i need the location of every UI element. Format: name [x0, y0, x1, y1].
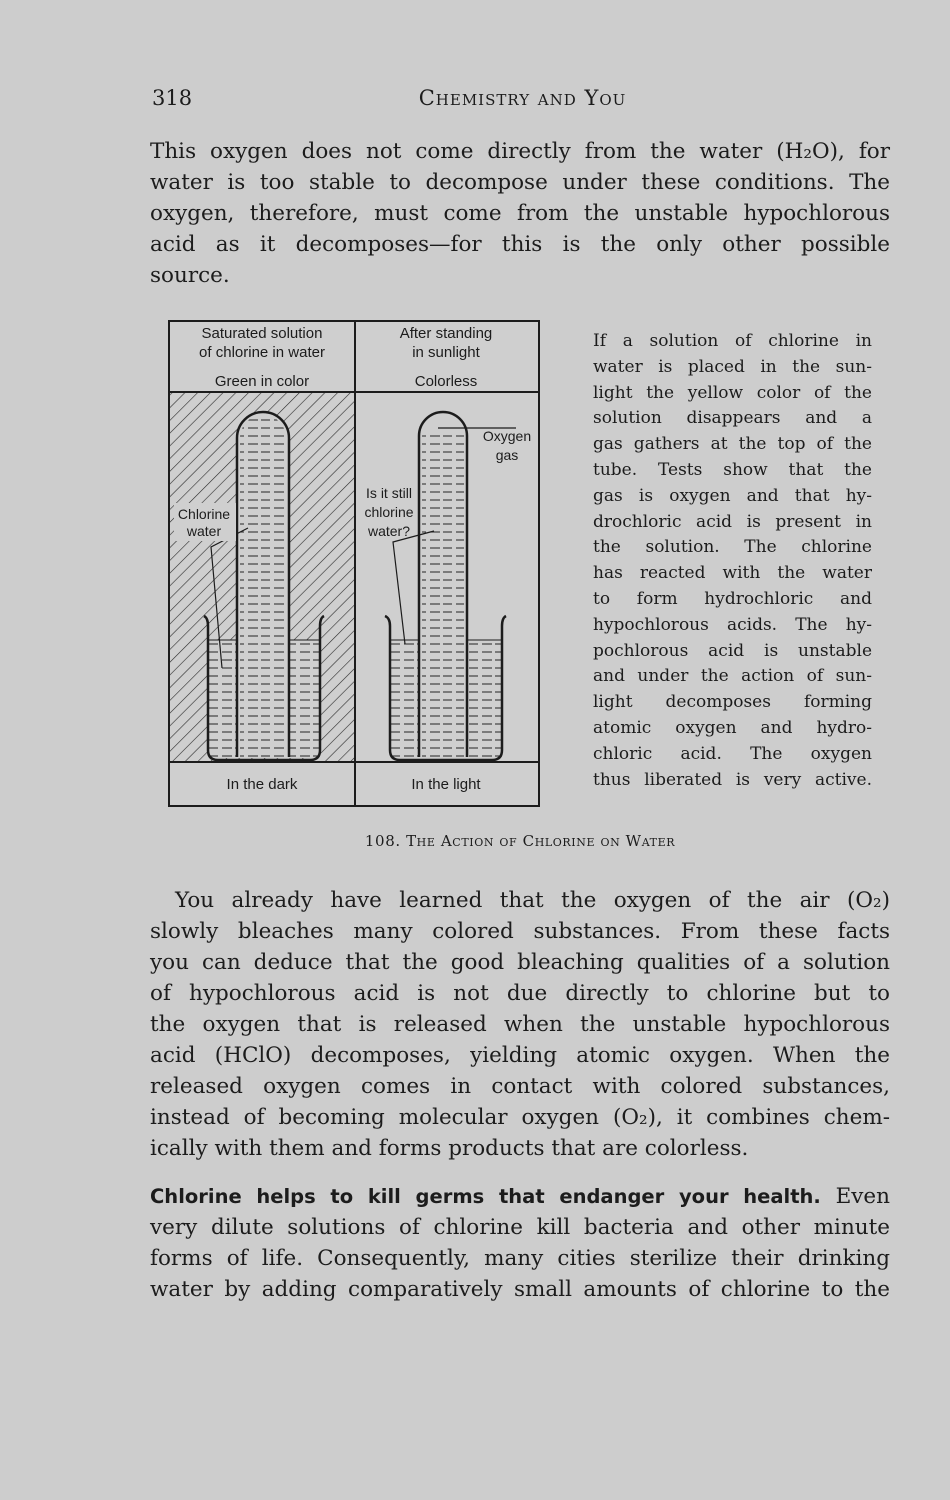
text-line: hypochlorous acids. The hy-	[593, 614, 872, 635]
text-line: of hypochlorous acid is not due directly to chlorine but to	[150, 981, 890, 1006]
text-line: If a solution of chlorine in	[593, 331, 872, 351]
text-line: you can deduce that the good bleaching qualities of a solution	[150, 950, 890, 975]
text-line: atomic oxygen and hydro-	[593, 717, 872, 738]
text-line: light decomposes forming	[593, 692, 872, 713]
figure-caption: 108. The Action of Chlorine on Water	[364, 832, 676, 850]
right-header-line1: After standing	[399, 325, 493, 342]
oxygen-gas-label-2: gas	[495, 447, 519, 463]
running-title: Chemistry and You	[418, 86, 627, 110]
right-footer: In the light	[411, 776, 481, 793]
question-label-3: water?	[367, 523, 411, 539]
question-label-2: chlorine	[364, 504, 414, 520]
text-line: acid as it decomposes—for this is the only other possible	[150, 232, 890, 257]
text-line: slowly bleaches many colored substances. From these facts	[150, 919, 890, 944]
question-label-1: Is it still	[366, 485, 412, 501]
left-footer: In the dark	[226, 776, 298, 793]
text-line: to form hydrochloric and	[593, 588, 872, 609]
page-number: 318	[152, 86, 193, 110]
text-line: source.	[150, 263, 230, 288]
text-line: solution disappears and a	[593, 408, 872, 429]
text-line: This oxygen does not come directly from the water (H₂O), for	[150, 139, 890, 164]
right-header-line2: in sunlight	[412, 344, 480, 361]
text-line: instead of becoming molecular oxygen (O₂), it combines chem-	[150, 1105, 890, 1130]
text-line: gas is oxygen and that hy-	[593, 485, 872, 506]
text-line: light the yellow color of the	[593, 382, 872, 403]
text-line: water by adding comparatively small amounts of chlorine to the	[150, 1277, 890, 1302]
text-line: ically with them and forms products that are colorless.	[150, 1136, 749, 1161]
text-line: chloric acid. The oxygen	[593, 743, 872, 764]
oxygen-gas-label-1: Oxygen	[482, 428, 532, 444]
text-line: drochloric acid is present in	[593, 511, 872, 532]
left-header-line2: of chlorine in water	[199, 344, 325, 361]
text-line: the solution. The chlorine	[593, 537, 872, 558]
text-line: water is placed in the sun-	[593, 356, 872, 377]
left-header-line1: Saturated solution	[201, 325, 323, 342]
paragraph-3	[150, 1181, 890, 1305]
left-header-line3: Green in color	[214, 373, 310, 390]
text-line: and under the action of sun-	[593, 666, 872, 687]
text-line: pochlorous acid is unstable	[593, 640, 872, 661]
text-line: oxygen, therefore, must come from the unstable hypochlorous	[150, 201, 890, 226]
text-line: forms of life. Consequently, many cities sterilize their drinking	[150, 1246, 890, 1271]
left-tube	[237, 412, 289, 757]
text-line: has reacted with the water	[593, 563, 872, 584]
text-line: water is too stable to decompose under these conditions. The	[150, 170, 890, 195]
section-heading: Chlorine helps to kill germs that endanger your health.	[150, 1185, 821, 1208]
text-line: You already have learned that the oxygen of the air (O₂)	[175, 888, 890, 913]
paragraph-1	[150, 136, 890, 291]
figure-side-text	[593, 329, 872, 793]
text-line: released oxygen comes in contact with colored substances,	[150, 1074, 890, 1099]
text-line: gas gathers at the top of the	[593, 434, 872, 455]
chlorine-water-label-1: Chlorine	[177, 506, 231, 522]
paragraph-2	[150, 885, 890, 1164]
figure-chlorine-water	[168, 320, 540, 807]
text-line	[150, 1181, 890, 1212]
text-line: tube. Tests show that the	[593, 459, 872, 480]
text-fragment: Even	[835, 1184, 890, 1209]
chlorine-water-label-2: water	[186, 523, 222, 539]
text-line: the oxygen that is released when the unstable hypochlorous	[150, 1012, 890, 1037]
right-header-line3: Colorless	[414, 373, 478, 390]
text-line: acid (HClO) decomposes, yielding atomic oxygen. When the	[150, 1043, 890, 1068]
text-line: very dilute solutions of chlorine kill bacteria and other minute	[150, 1215, 890, 1240]
text-line: thus liberated is very active.	[593, 769, 872, 790]
